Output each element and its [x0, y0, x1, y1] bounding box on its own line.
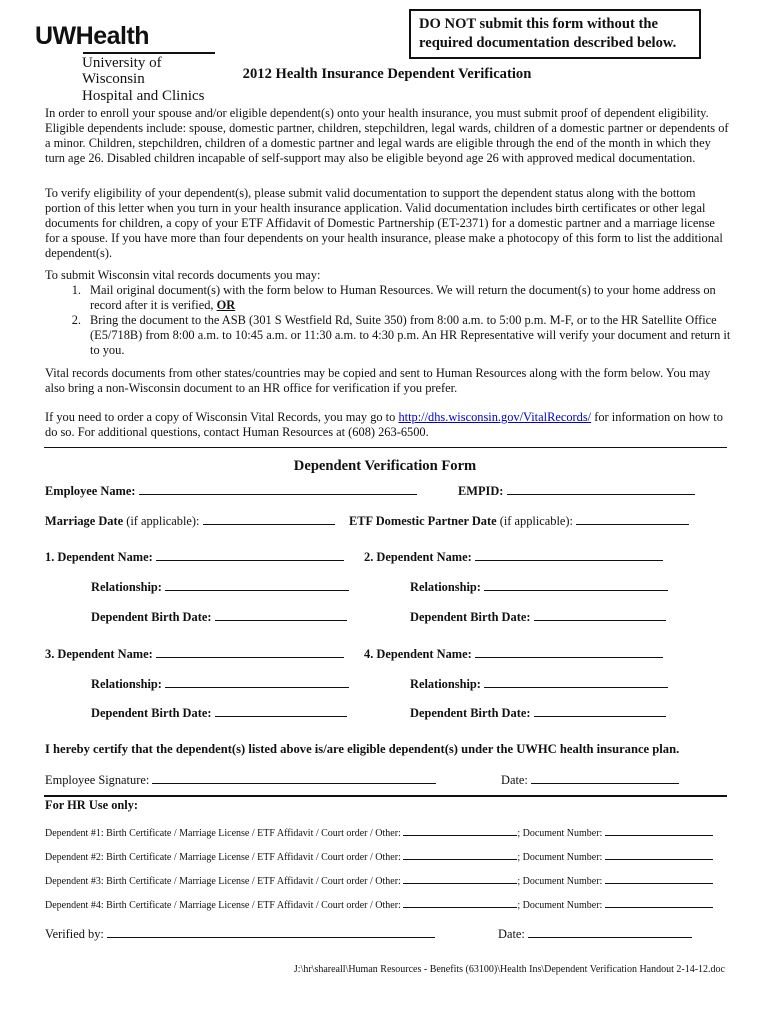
- verified-by-line[interactable]: [107, 927, 435, 938]
- notice-line-1: DO NOT submit this form without the: [419, 16, 658, 32]
- hr-section-divider: [44, 795, 727, 797]
- marriage-date-field[interactable]: [45, 514, 335, 529]
- hr-doc-line[interactable]: [605, 875, 713, 884]
- employee-name-line[interactable]: [139, 484, 417, 495]
- etf-date-line[interactable]: [576, 514, 689, 525]
- hr-doc-label: ; Document Number:: [517, 852, 603, 863]
- hr-row-label: Dependent #2: Birth Certificate / Marriage License / ETF Affidavit / Court order / Other:: [45, 852, 401, 863]
- hr-doc-label: ; Document Number:: [517, 900, 603, 911]
- dependent-name-line[interactable]: [475, 647, 663, 658]
- file-path-footer: J:\hr\shareall\Human Resources - Benefits (63100)\Health Ins\Dependent Verification Handout 2-14-12.doc: [293, 964, 725, 975]
- hr-dependent-3-row[interactable]: [45, 875, 713, 887]
- dependent-3-name-field[interactable]: [45, 647, 344, 662]
- list-item: [45, 283, 731, 313]
- birth-date-label: Dependent Birth Date:: [91, 706, 212, 720]
- intro-paragraph-5: If you need to order a copy of Wisconsin Vital Records, you may go to http://dhs.wisconsin.gov/VitalRecords/ for information on how to do so. For additional questions, contact Human Resources at (608) 263-6500.: [45, 410, 723, 439]
- dependent-2-birth-date-field[interactable]: [410, 610, 666, 625]
- hr-doc-label: ; Document Number:: [517, 876, 603, 887]
- dependent-name-line[interactable]: [475, 550, 663, 561]
- hr-other-line[interactable]: [403, 875, 517, 884]
- notice-line-2: required documentation described below.: [419, 35, 677, 51]
- employee-name-field[interactable]: [45, 484, 417, 499]
- signature-date-line[interactable]: [531, 773, 679, 784]
- relationship-line[interactable]: [484, 677, 668, 688]
- relationship-label: Relationship:: [91, 677, 162, 691]
- list-text: Mail original document(s) with the form below to Human Resources. We will return the document(s) to your home address on record after it is verified, OR: [90, 283, 716, 312]
- birth-date-label: Dependent Birth Date:: [91, 610, 212, 624]
- hr-other-line[interactable]: [403, 827, 517, 836]
- list-text: Bring the document to the ASB (301 S Westfield Rd, Suite 350) from 8:00 a.m. to 5:00 p.m. M-F, or to the HR Satellite Office (E5/718B) from 8:00 a.m. to 10:45 a.m. or 11:30 a.m. to 4:30 p.m. An HR Representative will verify your document and return it to you.: [90, 313, 731, 357]
- dependent-1-relationship-field[interactable]: [91, 580, 349, 595]
- hr-doc-line[interactable]: [605, 851, 713, 860]
- warning-notice-box: [409, 9, 701, 59]
- uw-health-logo: [35, 22, 217, 104]
- dependent-name-line[interactable]: [156, 647, 344, 658]
- dependent-name-label: 1. Dependent Name:: [45, 550, 153, 564]
- signature-date-field[interactable]: [501, 773, 679, 788]
- relationship-label: Relationship:: [410, 677, 481, 691]
- dependent-name-label: 2. Dependent Name:: [364, 550, 472, 564]
- hr-other-line[interactable]: [403, 899, 517, 908]
- etf-date-field[interactable]: [349, 514, 689, 529]
- dependent-name-label: 3. Dependent Name:: [45, 647, 153, 661]
- list-number: 1.: [71, 283, 81, 297]
- marriage-date-note: (if applicable):: [123, 514, 200, 528]
- birth-date-line[interactable]: [215, 706, 347, 717]
- dependent-1-name-field[interactable]: [45, 550, 344, 565]
- birth-date-line[interactable]: [534, 610, 666, 621]
- dependent-4-relationship-field[interactable]: [410, 677, 668, 692]
- dependent-name-label: 4. Dependent Name:: [364, 647, 472, 661]
- marriage-date-label: Marriage Date: [45, 514, 124, 528]
- relationship-line[interactable]: [484, 580, 668, 591]
- submission-list: [45, 283, 731, 358]
- dependent-2-relationship-field[interactable]: [410, 580, 668, 595]
- hr-dependent-2-row[interactable]: [45, 851, 713, 863]
- list-item: [45, 313, 731, 358]
- dependent-3-birth-date-field[interactable]: [91, 706, 347, 721]
- dependent-3-relationship-field[interactable]: [91, 677, 349, 692]
- section-divider: [44, 447, 727, 448]
- logo-wordmark: UWHealth: [35, 22, 150, 50]
- verified-by-label: Verified by:: [45, 927, 104, 941]
- dependent-2-name-field[interactable]: [364, 550, 663, 565]
- empid-label: EMPID:: [458, 484, 504, 498]
- verified-date-label: Date:: [498, 927, 525, 941]
- logo-rule: [83, 52, 215, 54]
- document-title: 2012 Health Insurance Dependent Verification: [242, 66, 532, 82]
- intro-paragraph-2: To verify eligibility of your dependent(s), please submit valid documentation to support the dependent status along with the bottom portion of this letter when you turn in your health insurance application. Valid documentation includes birth certificates or other legal documents for children, a copy of your ETF Affidavit of Domestic Partnership (ET-2371) for a domestic partner and a marriage license for a spouse. If you have more than four dependents on your health insurance, please make a photocopy of this form to list the additional dependent(s).: [45, 186, 723, 260]
- dependent-name-line[interactable]: [156, 550, 344, 561]
- relationship-label: Relationship:: [410, 580, 481, 594]
- employee-signature-field[interactable]: [45, 773, 436, 788]
- form-title: Dependent Verification Form: [293, 458, 477, 474]
- relationship-label: Relationship:: [91, 580, 162, 594]
- birth-date-line[interactable]: [534, 706, 666, 717]
- intro-paragraph-1: In order to enroll your spouse and/or eligible dependent(s) onto your health insurance, you must submit proof of dependent eligibility. Eligible dependents include: spouse, domestic partner, children, stepchildren, legal wards, children of a domestic partner or dependents of a minor. Children, stepchildren, children of a domestic partner and legal wards are eligible through the end of the month in which they turn age 26. Disabled children incapable of self-support may also be eligible beyond age 26 with approved medical documentation.: [45, 106, 729, 165]
- birth-date-label: Dependent Birth Date:: [410, 610, 531, 624]
- hr-row-label: Dependent #4: Birth Certificate / Marriage License / ETF Affidavit / Court order / Other:: [45, 900, 401, 911]
- hr-dependent-1-row[interactable]: [45, 827, 713, 839]
- signature-line[interactable]: [152, 773, 436, 784]
- relationship-line[interactable]: [165, 580, 349, 591]
- relationship-line[interactable]: [165, 677, 349, 688]
- signature-label: Employee Signature:: [45, 773, 150, 787]
- birth-date-line[interactable]: [215, 610, 347, 621]
- hr-row-label: Dependent #1: Birth Certificate / Marriage License / ETF Affidavit / Court order / Other:: [45, 828, 401, 839]
- hr-doc-label: ; Document Number:: [517, 828, 603, 839]
- dependent-4-name-field[interactable]: [364, 647, 663, 662]
- list-number: 2.: [71, 313, 81, 327]
- hr-row-label: Dependent #3: Birth Certificate / Marriage License / ETF Affidavit / Court order / Other:: [45, 876, 401, 887]
- logo-subtitle-1: University of Wisconsin: [82, 55, 162, 87]
- hr-doc-line[interactable]: [605, 899, 713, 908]
- vital-records-link[interactable]: http://dhs.wisconsin.gov/VitalRecords/: [398, 410, 592, 424]
- logo-subtitle-2: Hospital and Clinics: [82, 88, 205, 104]
- intro-paragraph-4: Vital records documents from other states/countries may be copied and sent to Human Resources along with the form below. You may also bring a non-Wisconsin document to an HR office for verification if you prefer.: [45, 366, 711, 395]
- birth-date-label: Dependent Birth Date:: [410, 706, 531, 720]
- empid-line[interactable]: [507, 484, 695, 495]
- hr-use-heading: For HR Use only:: [45, 798, 139, 812]
- etf-date-note: (if applicable):: [496, 514, 573, 528]
- empid-field[interactable]: [458, 484, 695, 499]
- submission-instructions: [45, 268, 731, 358]
- or-emphasis: OR: [216, 298, 236, 312]
- dependent-4-birth-date-field[interactable]: [410, 706, 666, 721]
- hr-dependent-4-row[interactable]: [45, 899, 713, 911]
- marriage-date-line[interactable]: [203, 514, 335, 525]
- verified-date-field[interactable]: [498, 927, 692, 942]
- dependent-1-birth-date-field[interactable]: [91, 610, 347, 625]
- employee-name-label: Employee Name:: [45, 484, 136, 498]
- signature-date-label: Date:: [501, 773, 528, 787]
- verified-date-line[interactable]: [528, 927, 692, 938]
- submission-lead: To submit Wisconsin vital records documents you may:: [45, 268, 321, 282]
- certification-statement: I hereby certify that the dependent(s) listed above is/are eligible dependent(s) under the UWHC health insurance plan.: [45, 742, 680, 756]
- hr-other-line[interactable]: [403, 851, 517, 860]
- etf-date-label: ETF Domestic Partner Date: [349, 514, 497, 528]
- hr-doc-line[interactable]: [605, 827, 713, 836]
- verified-by-field[interactable]: [45, 927, 435, 942]
